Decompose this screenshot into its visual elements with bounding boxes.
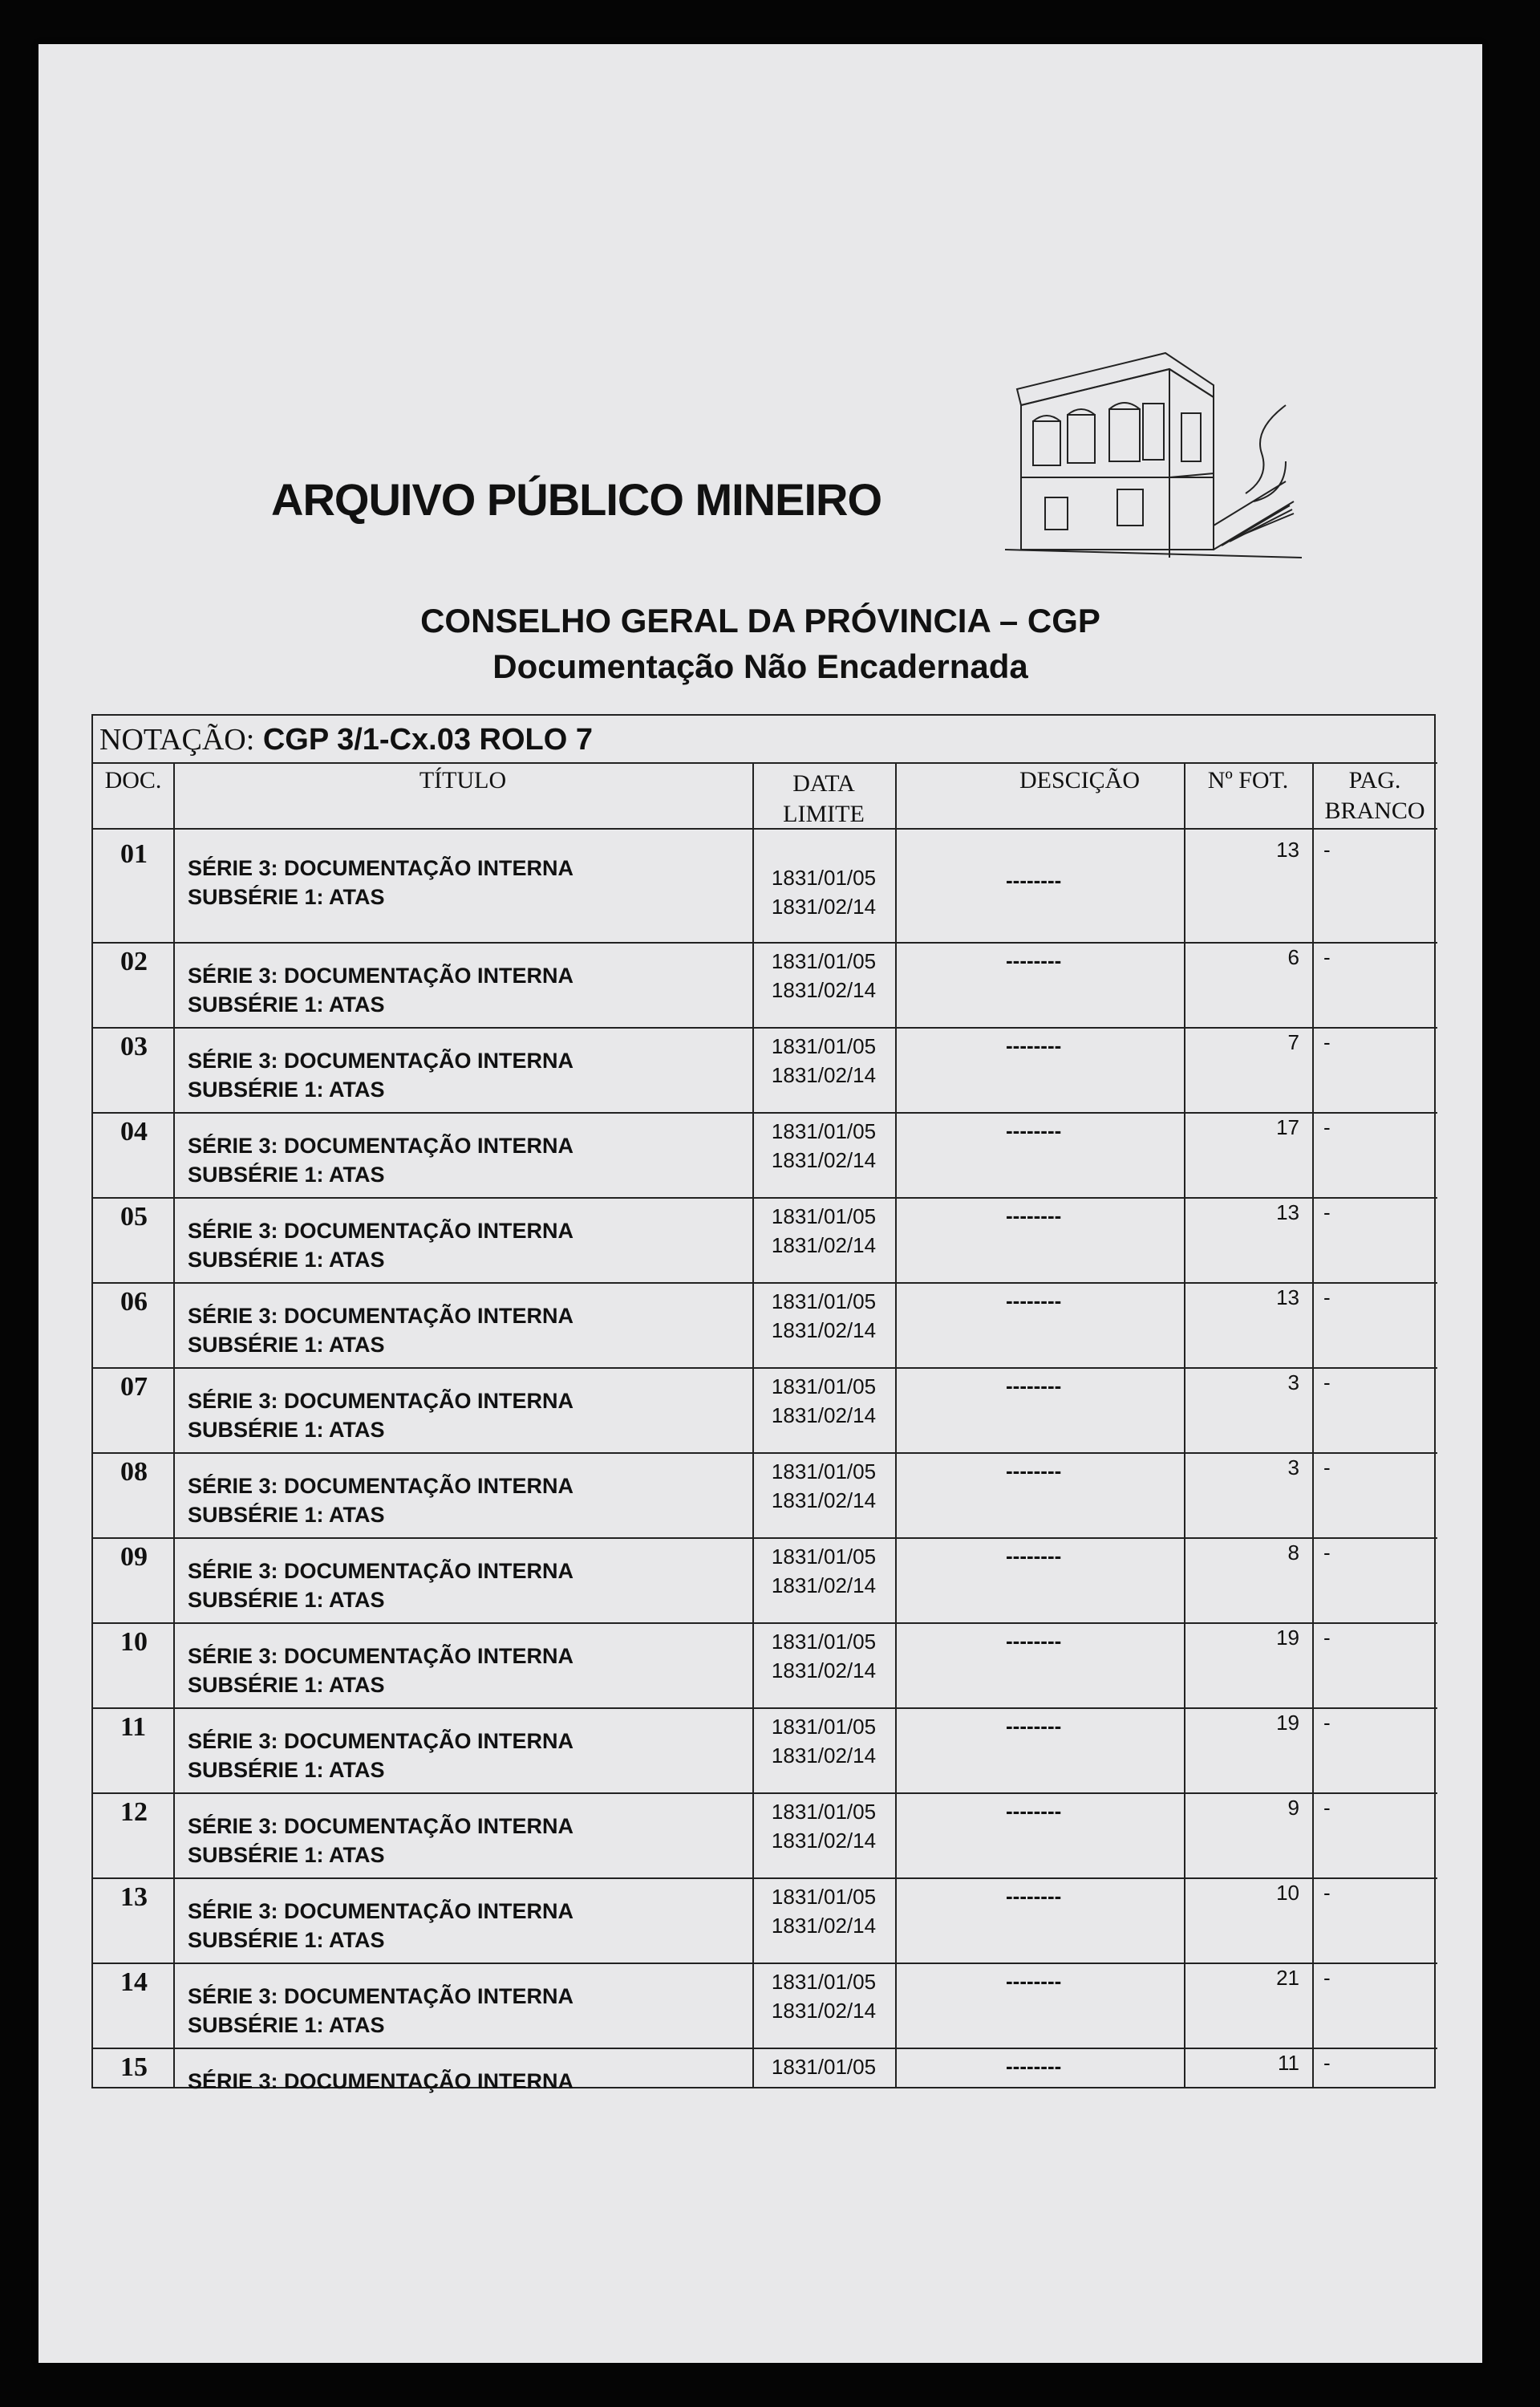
photo-count: 10 xyxy=(1276,1881,1299,1905)
row-divider xyxy=(93,1877,1437,1879)
title-series: SÉRIE 3: DOCUMENTAÇÃO INTERNA xyxy=(188,1984,574,2008)
date-start: 1831/01/05 xyxy=(771,1459,877,1484)
title-subseries: SUBSÉRIE 1: ATAS xyxy=(188,1843,385,1867)
date-end: 1831/02/14 xyxy=(771,1488,877,1512)
title-series: SÉRIE 3: DOCUMENTAÇÃO INTERNA xyxy=(188,1389,574,1413)
title-series: SÉRIE 3: DOCUMENTAÇÃO INTERNA xyxy=(188,1899,574,1923)
collection-subtitle: Documentação Não Encadernada xyxy=(492,647,1028,685)
title-series: SÉRIE 3: DOCUMENTAÇÃO INTERNA xyxy=(188,1304,574,1328)
blank-pages: - xyxy=(1323,1285,1331,1309)
title-series: SÉRIE 3: DOCUMENTAÇÃO INTERNA xyxy=(188,856,574,880)
blank-pages: - xyxy=(1323,1200,1331,1224)
date-end: 1831/02/14 xyxy=(771,1999,877,2023)
blank-pages: - xyxy=(1323,1711,1331,1735)
row-divider xyxy=(93,1197,1437,1199)
doc-number: 14 xyxy=(120,1967,148,1997)
photo-count: 13 xyxy=(1276,838,1299,862)
notation-divider xyxy=(93,762,1437,764)
date-start: 1831/01/05 xyxy=(771,949,877,973)
photo-count: 11 xyxy=(1278,2051,1299,2075)
date-end: 1831/02/14 xyxy=(771,1063,877,1087)
description: -------- xyxy=(1006,1204,1062,1228)
header-date xyxy=(752,769,895,830)
description: -------- xyxy=(1006,1033,1062,1057)
photo-count: 13 xyxy=(1276,1200,1299,1224)
document-page xyxy=(38,44,1482,2363)
title-series: SÉRIE 3: DOCUMENTAÇÃO INTERNA xyxy=(188,2069,574,2093)
description: -------- xyxy=(1006,948,1062,972)
title-series: SÉRIE 3: DOCUMENTAÇÃO INTERNA xyxy=(188,1049,574,1073)
title-series: SÉRIE 3: DOCUMENTAÇÃO INTERNA xyxy=(188,1219,574,1243)
title-subseries: SUBSÉRIE 1: ATAS xyxy=(188,1758,385,1782)
doc-number: 02 xyxy=(120,947,148,976)
blank-pages: - xyxy=(1323,1881,1331,1905)
title-subseries: SUBSÉRIE 1: ATAS xyxy=(188,1078,385,1102)
blank-pages: - xyxy=(1323,1540,1331,1565)
title-series: SÉRIE 3: DOCUMENTAÇÃO INTERNA xyxy=(188,1729,574,1753)
row-divider xyxy=(93,1027,1437,1029)
institution-title: ARQUIVO PÚBLICO MINEIRO xyxy=(271,474,882,525)
building-illustration xyxy=(973,309,1310,598)
title-subseries: SUBSÉRIE 1: ATAS xyxy=(188,1333,385,1357)
description: -------- xyxy=(1006,1289,1062,1313)
description: -------- xyxy=(1006,1629,1062,1653)
blank-pages: - xyxy=(1323,945,1331,969)
date-end: 1831/02/14 xyxy=(771,1658,877,1682)
date-start: 1831/01/05 xyxy=(771,1119,877,1143)
row-divider xyxy=(93,1282,1437,1284)
description: -------- xyxy=(1006,1374,1062,1398)
date-end: 1831/02/14 xyxy=(771,1829,877,1853)
title-subseries: SUBSÉRIE 1: ATAS xyxy=(188,1163,385,1187)
header-pag xyxy=(1312,765,1437,826)
row-divider xyxy=(93,1112,1437,1114)
inventory-table xyxy=(91,714,1436,2093)
photo-count: 3 xyxy=(1287,1370,1299,1394)
photo-count: 21 xyxy=(1276,1966,1299,1990)
row-divider xyxy=(93,1452,1437,1454)
description: -------- xyxy=(1006,1884,1062,1908)
description: -------- xyxy=(1006,1544,1062,1568)
header-date-line1: DATA xyxy=(792,770,855,797)
blank-pages: - xyxy=(1323,1966,1331,1990)
header-pag-line2: BRANCO xyxy=(1324,798,1425,824)
description: -------- xyxy=(1006,1459,1062,1483)
date-start: 1831/01/05 xyxy=(771,1970,877,1994)
header-fot: Nº FOT. xyxy=(1207,767,1289,794)
header-desc: DESCIÇÃO xyxy=(1019,767,1140,794)
title-subseries: SUBSÉRIE 1: ATAS xyxy=(188,885,385,909)
blank-pages: - xyxy=(1323,1030,1331,1054)
description: -------- xyxy=(1006,868,1062,892)
description: -------- xyxy=(1006,1969,1062,1993)
blank-pages: - xyxy=(1323,1796,1331,1820)
title-series: SÉRIE 3: DOCUMENTAÇÃO INTERNA xyxy=(188,964,574,988)
date-start: 1831/01/05 xyxy=(771,1289,877,1313)
title-subseries: SUBSÉRIE 1: ATAS xyxy=(188,1673,385,1697)
doc-number: 04 xyxy=(120,1117,148,1147)
notation xyxy=(99,722,593,757)
notation-label: NOTAÇÃO: xyxy=(99,723,255,757)
header-divider xyxy=(93,828,1437,830)
notation-value: CGP 3/1-Cx.03 ROLO 7 xyxy=(262,723,593,757)
title-series: SÉRIE 3: DOCUMENTAÇÃO INTERNA xyxy=(188,1559,574,1583)
title-series: SÉRIE 3: DOCUMENTAÇÃO INTERNA xyxy=(188,1644,574,1668)
title-subseries: SUBSÉRIE 1: ATAS xyxy=(188,1503,385,1527)
date-start: 1831/01/05 xyxy=(771,1630,877,1654)
photo-count: 7 xyxy=(1287,1030,1299,1054)
doc-number: 11 xyxy=(120,1712,147,1742)
title-series: SÉRIE 3: DOCUMENTAÇÃO INTERNA xyxy=(188,1134,574,1158)
doc-number: 12 xyxy=(120,1797,148,1827)
date-start: 1831/01/05 xyxy=(771,1204,877,1228)
blank-pages: - xyxy=(1323,2051,1331,2075)
blank-pages: - xyxy=(1323,1370,1331,1394)
header-doc: DOC. xyxy=(104,767,162,794)
photo-count: 19 xyxy=(1276,1711,1299,1735)
row-divider xyxy=(93,1537,1437,1539)
column-divider xyxy=(1312,762,1314,2087)
description: -------- xyxy=(1006,2054,1062,2078)
doc-number: 13 xyxy=(120,1882,148,1912)
description: -------- xyxy=(1006,1714,1062,1738)
doc-number: 09 xyxy=(120,1542,148,1572)
date-start: 1831/01/05 xyxy=(771,2055,877,2079)
column-divider xyxy=(895,762,897,2087)
doc-number: 10 xyxy=(120,1627,148,1657)
date-end: 1831/02/14 xyxy=(771,1148,877,1172)
title-series: SÉRIE 3: DOCUMENTAÇÃO INTERNA xyxy=(188,1814,574,1838)
column-divider xyxy=(1184,762,1185,2087)
date-end: 1831/02/14 xyxy=(771,1403,877,1427)
photo-count: 9 xyxy=(1287,1796,1299,1820)
date-end: 1831/02/14 xyxy=(771,895,877,919)
title-series: SÉRIE 3: DOCUMENTAÇÃO INTERNA xyxy=(188,1474,574,1498)
date-start: 1831/01/05 xyxy=(771,1034,877,1058)
row-divider xyxy=(93,1367,1437,1369)
photo-count: 8 xyxy=(1287,1540,1299,1565)
date-end: 1831/02/14 xyxy=(771,1743,877,1768)
title-subseries: SUBSÉRIE 1: ATAS xyxy=(188,1248,385,1272)
blank-pages: - xyxy=(1323,1115,1331,1139)
date-start: 1831/01/05 xyxy=(771,1885,877,1909)
title-subseries: SUBSÉRIE 1: ATAS xyxy=(188,1928,385,1952)
date-start: 1831/01/05 xyxy=(771,866,877,890)
photo-count: 6 xyxy=(1287,945,1299,969)
doc-number: 08 xyxy=(120,1457,148,1487)
doc-number: 01 xyxy=(120,839,148,869)
date-end: 1831/02/14 xyxy=(771,1914,877,1938)
doc-number: 06 xyxy=(120,1287,148,1317)
row-divider xyxy=(93,1792,1437,1794)
collection-title: CONSELHO GERAL DA PRÓVINCIA – CGP xyxy=(420,602,1100,639)
photo-count: 19 xyxy=(1276,1626,1299,1650)
description: -------- xyxy=(1006,1799,1062,1823)
date-start: 1831/01/05 xyxy=(771,1800,877,1824)
photo-count: 13 xyxy=(1276,1285,1299,1309)
row-divider xyxy=(93,942,1437,944)
blank-pages: - xyxy=(1323,1455,1331,1480)
doc-number: 07 xyxy=(120,1372,148,1402)
title-subseries: SUBSÉRIE 1: ATAS xyxy=(188,992,385,1017)
doc-number: 05 xyxy=(120,1202,148,1232)
title-subseries: SUBSÉRIE 1: ATAS xyxy=(188,1588,385,1612)
row-divider xyxy=(93,1707,1437,1709)
row-divider xyxy=(93,2048,1437,2049)
row-divider xyxy=(93,1963,1437,1964)
header-date-line2: LIMITE xyxy=(783,801,865,827)
date-end: 1831/02/14 xyxy=(771,978,877,1002)
date-start: 1831/01/05 xyxy=(771,1374,877,1398)
date-start: 1831/01/05 xyxy=(771,1544,877,1569)
blank-pages: - xyxy=(1323,1626,1331,1650)
date-end: 1831/02/14 xyxy=(771,1318,877,1342)
photo-count: 3 xyxy=(1287,1455,1299,1480)
doc-number: 03 xyxy=(120,1032,148,1061)
column-divider xyxy=(752,762,754,2087)
photo-count: 17 xyxy=(1276,1115,1299,1139)
date-start: 1831/01/05 xyxy=(771,1715,877,1739)
header-title: TÍTULO xyxy=(419,767,507,794)
description: -------- xyxy=(1006,1118,1062,1143)
column-divider xyxy=(173,762,175,2087)
title-subseries: SUBSÉRIE 1: ATAS xyxy=(188,1418,385,1442)
date-end: 1831/02/14 xyxy=(771,1233,877,1257)
row-divider xyxy=(93,1622,1437,1624)
blank-pages: - xyxy=(1323,838,1331,862)
title-subseries: SUBSÉRIE 1: ATAS xyxy=(188,2013,385,2037)
header-pag-line1: PAG. xyxy=(1348,767,1401,794)
doc-number: 15 xyxy=(120,2052,148,2082)
date-end: 1831/02/14 xyxy=(771,1573,877,1597)
